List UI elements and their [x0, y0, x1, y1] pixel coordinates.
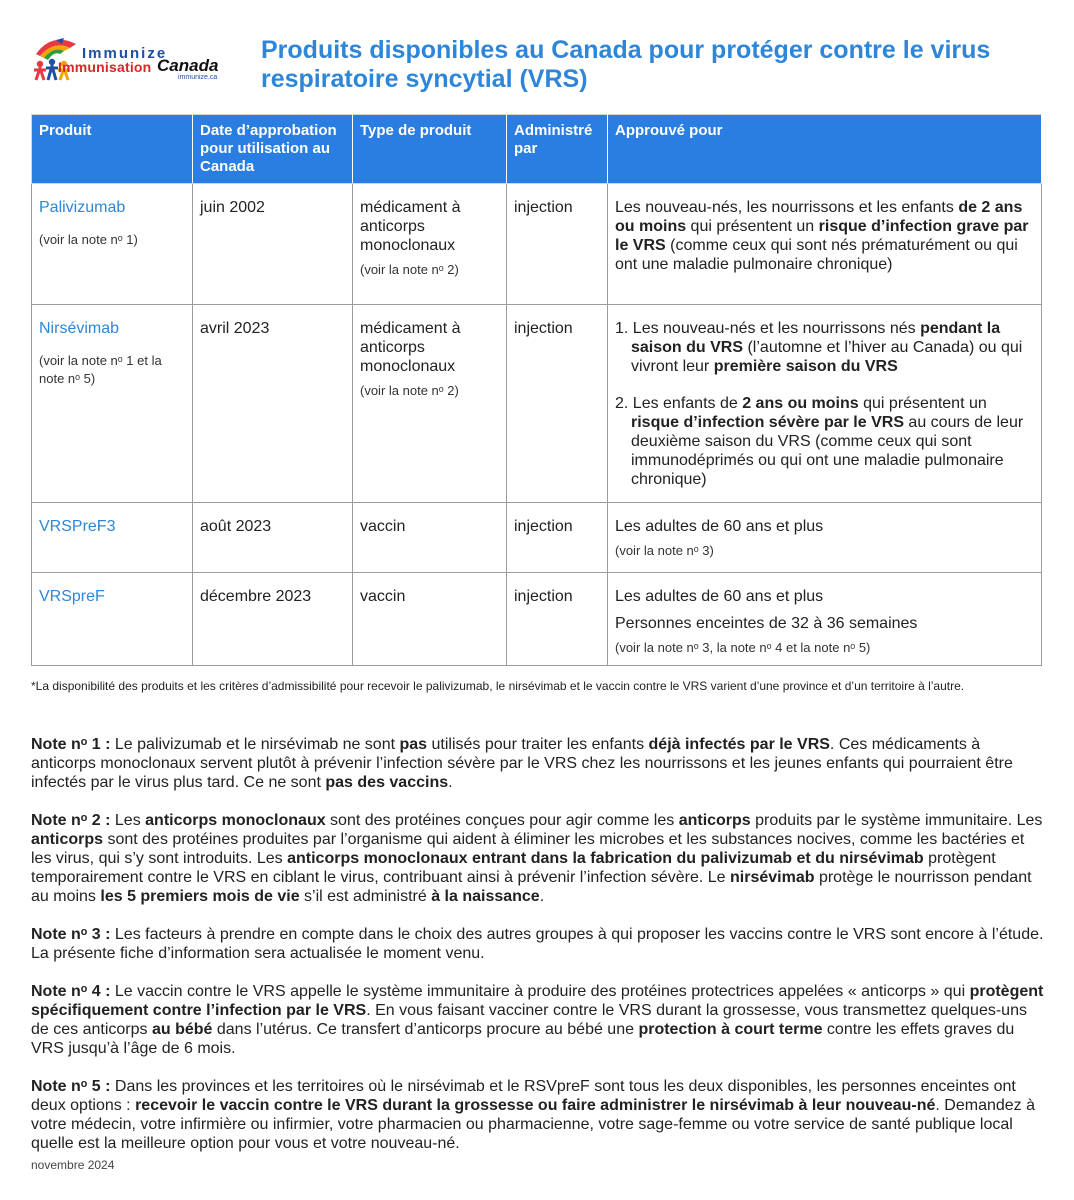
- date-cell: décembre 2023: [193, 573, 353, 666]
- page-title: Produits disponibles au Canada pour protéger contre le virus respiratoire syncytial (VRS): [261, 36, 991, 93]
- product-note: (voir la note nᵒ 1): [39, 232, 138, 247]
- column-header-product: Produit: [32, 115, 193, 184]
- product-type: médicament à anticorps monoclonaux: [360, 199, 461, 254]
- column-header-approval-date: Date d’approbation pour utilisation au Canada: [193, 115, 353, 184]
- logo-text-canada: Canada: [157, 56, 219, 75]
- product-name: VRSpreF: [39, 588, 105, 605]
- admin-cell: injection: [507, 503, 608, 573]
- table-header-row: [32, 115, 1042, 184]
- approved-text: Les adultes de 60 ans et plus: [615, 518, 824, 535]
- admin-cell: injection: [507, 573, 608, 666]
- logo-text-url: immunize.ca: [178, 74, 218, 81]
- approved-bold: risque d’infection grave par le VRS: [615, 218, 1029, 254]
- column-header-product-type: Type de produit: [353, 115, 507, 184]
- product-type: médicament à anticorps monoclonaux: [360, 320, 461, 375]
- admin-cell: injection: [507, 305, 608, 503]
- approved-text: Les adultes de 60 ans et plus: [615, 588, 824, 605]
- approved-text: qui présentent un: [686, 218, 819, 235]
- type-note: (voir la note nᵒ 2): [360, 262, 459, 277]
- admin-cell: injection: [507, 184, 608, 305]
- approved-note: (voir la note nᵒ 3, la note nᵒ 4 et la note nᵒ 5): [615, 640, 871, 655]
- document-header: [30, 34, 1044, 104]
- approved-cell: [608, 573, 1042, 666]
- logo-text-immunize: Immunize: [82, 45, 168, 62]
- immunize-canada-logo: [30, 34, 230, 84]
- approved-cell: [608, 184, 1042, 305]
- table-row: [32, 184, 1042, 305]
- type-note: (voir la note nᵒ 2): [360, 383, 459, 398]
- product-note: (voir la note nᵒ 1 et la note nᵒ 5): [39, 353, 162, 386]
- note-2: Note nᵒ 2 : Les anticorps monoclonaux sont des protéines conçues pour agir comme les anticorps produits par le système immunitaire. Les anticorps sont des protéines produites par l’organisme qui aident à éliminer les microbes et les substances nocives, comme les bactéries et les virus, qui s’y sont introduits. Les anticorps monoclonaux entrant dans la fabrication du palivizumab et du nirsévimab protègent temporairement contre le VRS en ciblant le virus, contribuant ainsi à prévenir l’infection sévère. Le nirsévimab protège le nourrisson pendant au moins les 5 premiers mois de vie s’il est administré à la naissance.: [31, 812, 1043, 905]
- approved-list: [615, 319, 1034, 489]
- note-3: Note nᵒ 3 : Les facteurs à prendre en compte dans le choix des autres groupes à qui proposer les vaccins contre le VRS sont encore à l’étude. La présente fiche d’information sera actualisée le moment venu.: [31, 926, 1044, 962]
- note-5: Note nᵒ 5 : Dans les provinces et les territoires où le nirsévimab et le RSVpreF sont tous les deux disponibles, les personnes enceintes ont deux options : recevoir le vaccin contre le VRS durant la grossesse ou faire administrer le nirsévimab à leur nouveau-né. Demandez à votre médecin, votre infirmière ou infirmier, votre pharmacien ou pharmacienne, votre sage-femme ou votre service de santé publique local quelle est la meilleure option pour vous et votre nouveau-né.: [31, 1078, 1035, 1152]
- approved-note: (voir la note nᵒ 3): [615, 543, 714, 558]
- product-name: VRSPreF3: [39, 518, 116, 535]
- type-cell: vaccin: [353, 503, 507, 573]
- type-cell: [353, 305, 507, 503]
- approved-bold: de 2 ans ou moins: [615, 199, 1023, 235]
- product-cell: [32, 305, 193, 503]
- approved-cell: [608, 305, 1042, 503]
- column-header-administered-by: Administré par: [507, 115, 608, 184]
- product-cell: [32, 184, 193, 305]
- date-cell: août 2023: [193, 503, 353, 573]
- product-name: Palivizumab: [39, 199, 126, 216]
- note-1: Note nᵒ 1 : Le palivizumab et le nirsévimab ne sont pas utilisés pour traiter les enfants déjà infectés par le VRS. Ces médicaments à anticorps monoclonaux servent plutôt à prévenir l’infection sévère par le VRS chez les nourrissons et les jeunes enfants qui pourraient être infectés par le virus plus tard. Ce ne sont pas des vaccins.: [31, 736, 1013, 791]
- table-row: [32, 573, 1042, 666]
- note-4: Note nᵒ 4 : Le vaccin contre le VRS appelle le système immunitaire à produire des protéines protectrices appelées « anticorps » qui protègent spécifiquement contre l’infection par le VRS. En vous faisant vacciner contre le VRS durant la grossesse, vous transmettez quelques-uns de ces anticorps au bébé dans l’utérus. Ce transfert d’anticorps procure au bébé une protection à court terme contre les effets graves du VRS jusqu’à l’âge de 6 mois.: [31, 983, 1044, 1057]
- type-cell: vaccin: [353, 573, 507, 666]
- date-cell: avril 2023: [193, 305, 353, 503]
- approved-text: Personnes enceintes de 32 à 36 semaines: [615, 615, 918, 632]
- table-row: [32, 305, 1042, 503]
- list-item: 2. Les enfants de 2 ans ou moins qui présentent un risque d’infection sévère par le VRS au cours de leur deuxième saison du VRS (comme ceux qui sont immunodéprimés ou qui ont une maladie pulmonaire chronique): [615, 395, 1024, 488]
- date-cell: juin 2002: [193, 184, 353, 305]
- products-table: [31, 114, 1042, 666]
- type-cell: [353, 184, 507, 305]
- logo-text-immunisation: Immunisation: [58, 59, 152, 75]
- notes-section: [31, 735, 1045, 1172]
- product-name: Nirsévimab: [39, 320, 120, 337]
- product-cell: [32, 573, 193, 666]
- table-row: [32, 503, 1042, 573]
- table-footnote: *La disponibilité des produits et les critères d’admissibilité pour recevoir le palivizumab, le nirsévimab et le vaccin contre le VRS varient d’une province et d’un territoire à l’autre.: [31, 679, 965, 693]
- list-item: 1. Les nouveau-nés et les nourrissons nés pendant la saison du VRS (l’automne et l’hiver au Canada) ou qui vivront leur première saison du VRS: [615, 320, 1023, 375]
- publication-date: novembre 2024: [31, 1158, 115, 1172]
- column-header-approved-for: Approuvé pour: [608, 115, 1042, 184]
- approved-cell: [608, 503, 1042, 573]
- approved-text: (comme ceux qui sont nés prématurément ou qui ont une maladie pulmonaire chronique): [615, 237, 1018, 273]
- approved-text: Les nouveau-nés, les nourrissons et les enfants: [615, 199, 959, 216]
- product-cell: [32, 503, 193, 573]
